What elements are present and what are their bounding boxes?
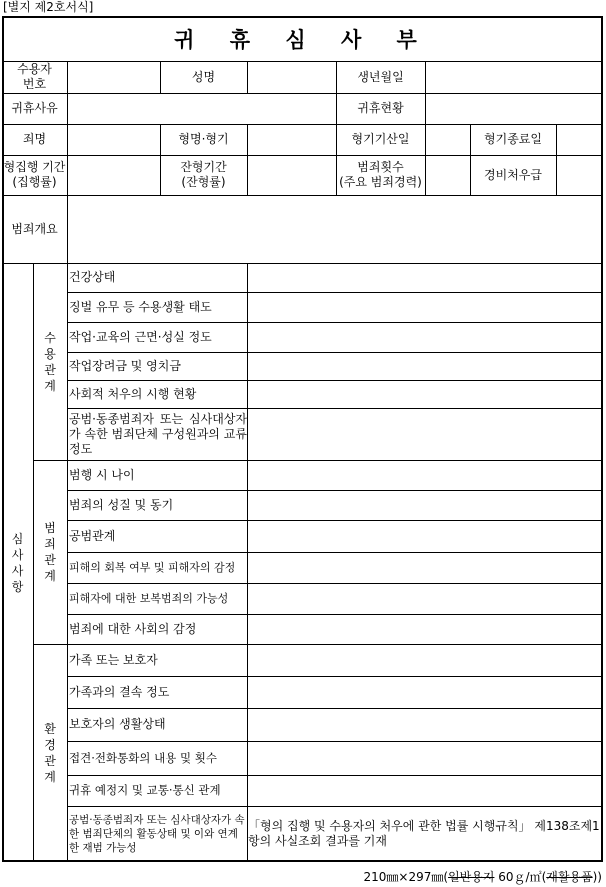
item-work-incentive: 작업장려금 및 영치금 [69,358,181,373]
crime-summary-header: 범죄개요 [11,221,58,236]
item-reoffense-risk: 공범·동종범죄자 또는 심사대상자가 속한 범죄단체의 활동상태 및 이와 연계한 재범 가능성 [69,814,245,854]
item-accomplice-contact: 공범·동종범죄자 또는 심사대상자가 속한 범죄단체 구성원과의 교류 정도 [69,411,247,456]
item-visits-calls: 접견·전화통화의 내용 및 횟수 [69,750,217,765]
item-social-treatment: 사회적 처우의 시행 현황 [69,386,197,401]
item-damage-recovery: 피해의 회복 여부 및 피해자의 감정 [69,561,236,574]
name-header: 성명 [191,69,216,84]
item-public-sentiment: 범죄에 대한 사회의 감정 [69,621,197,636]
item-crime-nature: 범죄의 성질 및 동기 [69,497,174,512]
served-period-header: 형집행 기간 (집행률) [3,160,66,189]
inmate-number-header: 수용자 번호 [17,62,52,91]
review-items-label: 심 사 사 항 [11,531,24,594]
sentence-start-header: 형기기산일 [351,132,410,146]
sentence-end-header: 형기종료일 [484,132,542,146]
item-family-bond: 가족과의 결속 정도 [69,684,170,699]
item-destination: 귀휴 예정지 및 교통·통신 관계 [69,783,221,797]
paper-spec-footer: 210㎜×297㎜(일반용지 60ｇ/㎡(재활용품)) [363,870,602,884]
environment-section-label: 환 경 관 계 [44,722,56,784]
item-retaliation: 피해자에 대한 보복범죄의 가능성 [69,592,229,605]
item-health: 건강상태 [69,270,116,284]
custody-section-label: 수 용 관 계 [44,330,56,393]
remaining-period-header: 잔형기간 (잔형률) [180,160,227,189]
form-title: 귀 휴 심 사 부 [174,27,431,52]
item-age-at-crime: 범행 시 나이 [69,467,135,482]
sentence-header: 형명·형기 [178,132,229,146]
crime-count-header: 범죄횟수 (주요 범죄경력) [339,160,422,189]
item-work-education: 작업·교육의 근면·성실 정도 [69,329,212,344]
crime-section-label: 범 죄 관 계 [44,521,56,583]
birthdate-header: 생년월일 [357,69,404,84]
form-number-label: [별지 제2호서식] [3,0,94,14]
item-family: 가족 또는 보호자 [69,652,158,667]
item-discipline: 징벌 유무 등 수용생활 태도 [69,299,212,314]
fact-inquiry-note: 「형의 집행 및 수용자의 처우에 관한 법률 시행규칙」 제138조제1항의 사실조회 결과를 기재 [248,819,600,848]
crime-name-header: 죄명 [22,132,47,146]
leave-status-header: 귀휴현황 [357,101,404,115]
leave-reason-header: 귀휴사유 [11,101,58,115]
item-guardian-status: 보호자의 생활상태 [69,717,166,731]
item-accomplice: 공범관계 [69,528,116,543]
security-grade-header: 경비처우급 [484,167,542,182]
